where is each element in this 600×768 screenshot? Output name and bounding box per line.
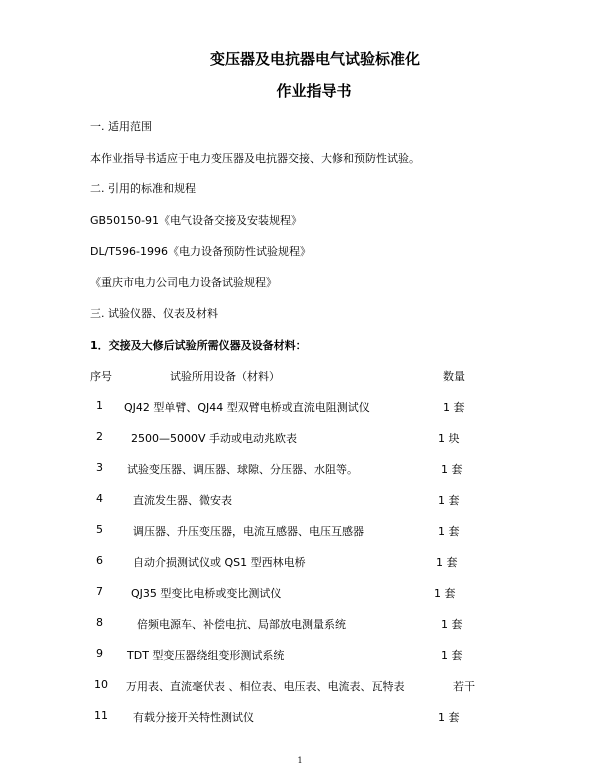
row-no: 9 <box>96 647 103 660</box>
row-qty: 1 套 <box>436 556 458 569</box>
row-qty: 1 套 <box>434 587 456 600</box>
table-row <box>0 647 600 663</box>
row-name: QJ42 型单臂、QJ44 型双臂电桥或直流电阻测试仪 <box>124 401 370 414</box>
row-qty: 1 套 <box>438 711 460 724</box>
row-no: 6 <box>96 554 103 567</box>
row-no: 2 <box>96 430 103 443</box>
row-no: 5 <box>96 523 103 536</box>
table-row <box>0 585 600 601</box>
table-header <box>0 368 600 384</box>
page-number: 1 <box>297 756 303 765</box>
row-qty: 1 套 <box>438 525 460 538</box>
row-no: 3 <box>96 461 103 474</box>
row-no: 4 <box>96 492 103 505</box>
row-no: 11 <box>94 709 108 722</box>
section-1-text: 本作业指导书适应于电力变压器及电抗器交接、大修和预防性试验。 <box>90 152 420 165</box>
table-row <box>0 492 600 508</box>
row-qty: 1 块 <box>438 432 460 445</box>
row-name: 自动介损测试仪或 QS1 型西林电桥 <box>133 556 306 569</box>
row-name: 直流发生器、微安表 <box>133 494 232 507</box>
row-name: QJ35 型变比电桥或变比测试仪 <box>131 587 282 600</box>
table-row <box>0 399 600 415</box>
table-row <box>0 430 600 446</box>
row-qty: 1 套 <box>441 618 463 631</box>
reference-dlt596: DL/T596-1996《电力设备预防性试验规程》 <box>90 245 311 258</box>
reference-chongqing: 《重庆市电力公司电力设备试验规程》 <box>90 276 277 289</box>
header-name: 试验所用设备（材料） <box>170 370 280 383</box>
section-3-subheading: 1．交接及大修后试验所需仪器及设备材料： <box>90 339 307 352</box>
row-qty: 1 套 <box>441 649 463 662</box>
row-no: 1 <box>96 399 103 412</box>
header-no: 序号 <box>90 370 112 383</box>
row-qty: 1 套 <box>441 463 463 476</box>
document-title-line2: 作业指导书 <box>276 82 352 100</box>
section-1-heading: 一. 适用范围 <box>90 120 152 133</box>
table-row <box>0 678 600 694</box>
row-qty: 1 套 <box>443 401 465 414</box>
row-no: 10 <box>94 678 108 691</box>
row-name: 2500—5000V 手动或电动兆欧表 <box>131 432 298 445</box>
table-row <box>0 554 600 570</box>
reference-gb50150: GB50150-91《电气设备交接及安装规程》 <box>90 214 303 227</box>
row-name: 调压器、升压变压器，电流互感器、电压互感器 <box>133 525 364 538</box>
row-name: 试验变压器、调压器、球隙、分压器、水阻等。 <box>127 463 358 476</box>
row-no: 7 <box>96 585 103 598</box>
header-qty: 数量 <box>443 370 465 383</box>
document-title-line1: 变压器及电抗器电气试验标准化 <box>209 50 420 68</box>
table-row <box>0 523 600 539</box>
row-name: 有载分接开关特性测试仪 <box>133 711 254 724</box>
section-2-heading: 二. 引用的标准和规程 <box>90 182 196 195</box>
table-row <box>0 461 600 477</box>
row-qty: 若干 <box>453 680 475 693</box>
table-row <box>0 709 600 725</box>
row-name: 倍频电源车、补偿电抗、局部放电测量系统 <box>137 618 346 631</box>
row-no: 8 <box>96 616 103 629</box>
row-qty: 1 套 <box>438 494 460 507</box>
table-row <box>0 616 600 632</box>
row-name: 万用表、直流毫伏表 、相位表、电压表、电流表、瓦特表 <box>126 680 405 693</box>
section-3-heading: 三. 试验仪器、仪表及材料 <box>90 307 218 320</box>
row-name: TDT 型变压器绕组变形测试系统 <box>127 649 285 662</box>
